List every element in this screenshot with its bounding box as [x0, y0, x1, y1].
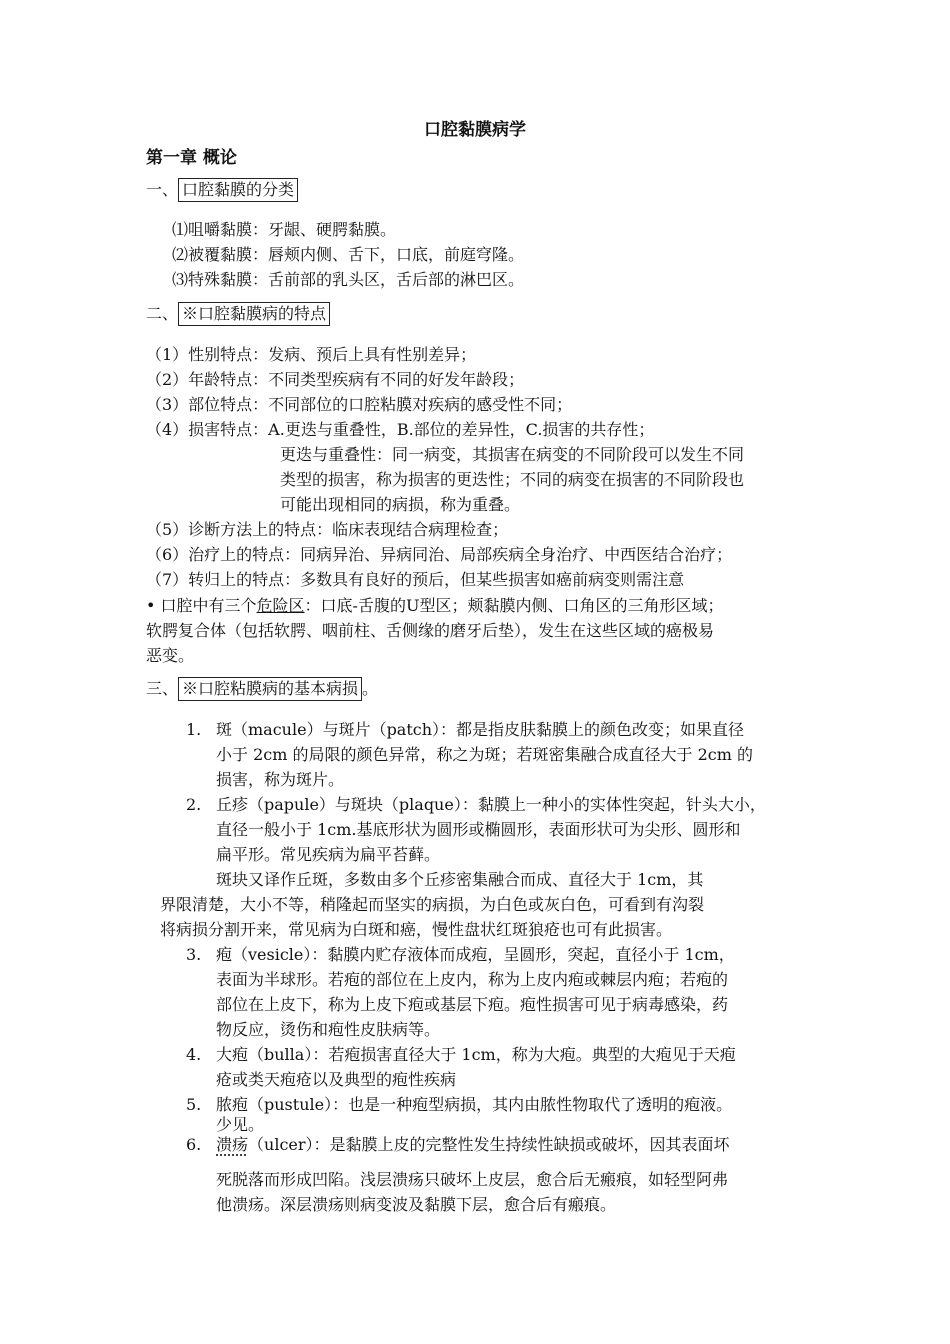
- list-number: 5.: [186, 1095, 202, 1114]
- section-1-heading: [146, 178, 298, 202]
- danger-post: ：口底-舌腹的U型区；颊黏膜内侧、口角区的三角形区域；: [304, 596, 724, 615]
- s1-item-1: ⑴咀嚼黏膜：牙龈、硬腭黏膜。: [172, 220, 397, 239]
- section-3-prefix: 三、: [146, 679, 179, 698]
- s2-sub-line-1: 更迭与重叠性：同一病变，其损害在病变的不同阶段可以发生不同: [280, 445, 745, 464]
- s2-sub-line-3: 可能出现相同的病损，称为重叠。: [280, 495, 521, 514]
- s1-item-3: ⑶特殊黏膜：舌前部的乳头区，舌后部的淋巴区。: [172, 270, 525, 289]
- s3-item-6-line-3: 他溃疡。深层溃疡则病变波及黏膜下层，愈合后有瘢痕。: [216, 1195, 617, 1214]
- s1-item-2: ⑵被覆黏膜：唇颊内侧、舌下，口底，前庭穹隆。: [172, 245, 525, 264]
- s2-item-4: （4）损害特点：A.更迭与重叠性，B.部位的差异性，C.损害的共存性；: [146, 420, 655, 439]
- danger-line-3: 恶变。: [146, 646, 195, 665]
- list-line: 脓疱（pustule）：也是一种疱型病损，其内由脓性物取代了透明的疱液。: [216, 1095, 733, 1114]
- s2-item-2: （2）年龄特点：不同类型疾病有不同的好发年龄段；: [146, 370, 525, 389]
- document-title: 口腔黏膜病学: [424, 120, 526, 140]
- s2-item-5: （5）诊断方法上的特点：临床表现结合病理检查；: [146, 520, 509, 539]
- list-line: 大疱（bulla）：若疱损害直径大于 1cm，称为大疱。典型的大疱见于天疱: [216, 1045, 736, 1064]
- s3-item-4-line-2: 疮或类天疱疮以及典型的疱性疾病: [216, 1070, 457, 1089]
- section-3-title: ※口腔粘膜病的基本病损: [178, 677, 362, 701]
- s3-item-2-line-2: 直径一般小于 1cm.基底形状为圆形或椭圆形，表面形状可为尖形、圆形和: [216, 820, 741, 839]
- plaque-line-1: 斑块又译作丘斑，多数由多个丘疹密集融合而成、直径大于 1cm，其: [216, 870, 704, 889]
- list-number: 3.: [186, 945, 202, 964]
- section-1-title: 口腔黏膜的分类: [178, 178, 298, 202]
- s2-item-1: （1）性别特点：发病、预后上具有性别差异；: [146, 345, 477, 364]
- list-line: 疱（vesicle）：黏膜内贮存液体而成疱，呈圆形，突起，直径小于 1cm，: [216, 945, 735, 964]
- s3-item-3-line-2: 表面为半球形。若疱的部位在上皮内，称为上皮内疱或棘层内疱；若疱的: [216, 970, 729, 989]
- s2-item-6: （6）治疗上的特点：同病异治、异病同治、局部疾病全身治疗、中西医结合治疗；: [146, 545, 733, 564]
- section-2-prefix: 二、: [146, 304, 179, 323]
- s3-item-4: [186, 1043, 736, 1067]
- list-number: 2.: [186, 795, 202, 814]
- s3-item-6-line-2: 死脱落而形成凹陷。浅层溃疡只破坏上皮层，愈合后无瘢痕，如轻型阿弗: [216, 1170, 729, 1189]
- section-2-heading: [146, 302, 330, 326]
- s3-item-1: [186, 718, 744, 742]
- danger-word: 危险区: [256, 596, 305, 615]
- danger-line-2: 软腭复合体（包括软腭、咽前柱、舌侧缘的磨牙后垫），发生在这些区域的癌极易: [146, 621, 715, 640]
- s3-item-3: [186, 943, 735, 967]
- list-number: 4.: [186, 1045, 202, 1064]
- s3-item-1-line-3: 损害，称为斑片。: [216, 770, 345, 789]
- s2-sub-line-2: 类型的损害，称为损害的更迭性；不同的病变在损害的不同阶段也: [280, 470, 745, 489]
- danger-pre: • 口腔中有三个: [146, 596, 257, 615]
- list-line: 斑（macule）与斑片（patch）：都是指皮肤黏膜上的颜色改变；如果直径: [216, 720, 745, 739]
- s2-item-7: （7）转归上的特点：多数具有良好的预后，但某些损害如癌前病变则需注意: [146, 570, 685, 589]
- section-1-prefix: 一、: [146, 180, 179, 199]
- s2-item-3: （3）部位特点：不同部位的口腔粘膜对疾病的感受性不同；: [146, 395, 573, 414]
- list-line: （ulcer）：是黏膜上皮的完整性发生持续性缺损或破坏，因其表面坏: [248, 1135, 730, 1154]
- chapter-heading: 第一章 概论: [146, 148, 237, 168]
- s3-item-3-line-3: 部位在上皮下，称为上皮下疱或基层下疱。疱性损害可见于病毒感染，药: [216, 995, 729, 1014]
- section-3-heading: [146, 677, 378, 701]
- plaque-line-3: 将病损分割开来，常见病为白斑和癌，慢性盘状红斑狼疮也可有此损害。: [160, 920, 673, 939]
- s3-item-1-line-2: 小于 2cm 的局限的颜色异常，称之为斑；若斑密集融合成直径大于 2cm 的: [216, 745, 753, 764]
- list-line: 丘疹（papule）与斑块（plaque）：黏膜上一种小的实体性突起，针头大小，: [216, 795, 766, 814]
- ulcer-word: 溃疡: [216, 1135, 249, 1154]
- section-2-title: ※口腔黏膜病的特点: [178, 302, 330, 326]
- danger-zone-line: [146, 594, 723, 618]
- s3-item-5-line-2: 少见。: [216, 1115, 265, 1134]
- plaque-line-2: 界限清楚，大小不等，稍隆起而坚实的病损，为白色或灰白色，可看到有沟裂: [160, 895, 705, 914]
- s3-item-2: [186, 793, 766, 817]
- s3-item-3-line-4: 物反应，烫伤和疱性皮肤病等。: [216, 1020, 441, 1039]
- s3-item-6: [186, 1133, 730, 1157]
- s3-item-5: [186, 1093, 732, 1117]
- list-number: 1.: [186, 720, 202, 739]
- s3-item-2-line-3: 扁平形。常见疾病为扁平苔藓。: [216, 845, 441, 864]
- section-3-suffix: 。: [362, 679, 379, 698]
- list-number: 6.: [186, 1135, 202, 1154]
